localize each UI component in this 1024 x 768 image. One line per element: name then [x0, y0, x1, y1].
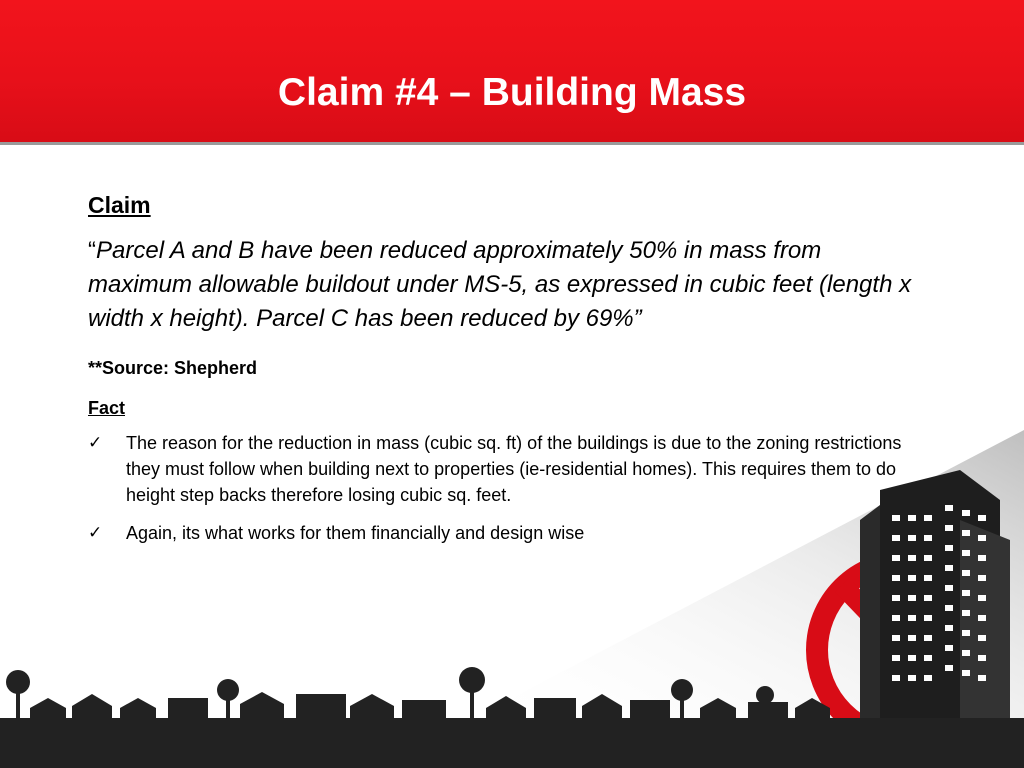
- fact-list: [88, 430, 928, 546]
- ground-strip: [0, 718, 1024, 768]
- checkmark-icon: ✓: [88, 523, 103, 543]
- fact-heading: Fact: [88, 398, 126, 418]
- slide-body: [88, 190, 928, 558]
- checkmark-icon: ✓: [88, 433, 103, 453]
- list-item: [88, 430, 916, 508]
- list-item: [88, 520, 928, 546]
- bullet-text: Again, its what works for them financially and design wise: [126, 523, 585, 543]
- source-line: **Source: Shepherd: [88, 358, 258, 378]
- claim-quote: [88, 234, 918, 336]
- slide-title: Claim #4 – Building Mass: [277, 71, 747, 114]
- quote-open-mark: “: [88, 237, 96, 264]
- claim-heading: Claim: [88, 192, 151, 218]
- bullet-text: The reason for the reduction in mass (cubic sq. ft) of the buildings is due to the zoning restrictions they must follow when building next to properties (ie-residential homes). This requires them to do height step backs therefore losing cubic sq. feet.: [126, 433, 902, 505]
- claim-quote-text: Parcel A and B have been reduced approximately 50% in mass from maximum allowable buildout under MS-5, as expressed in cubic feet (length x width x height). Parcel C has been reduced by 69%”: [88, 237, 912, 332]
